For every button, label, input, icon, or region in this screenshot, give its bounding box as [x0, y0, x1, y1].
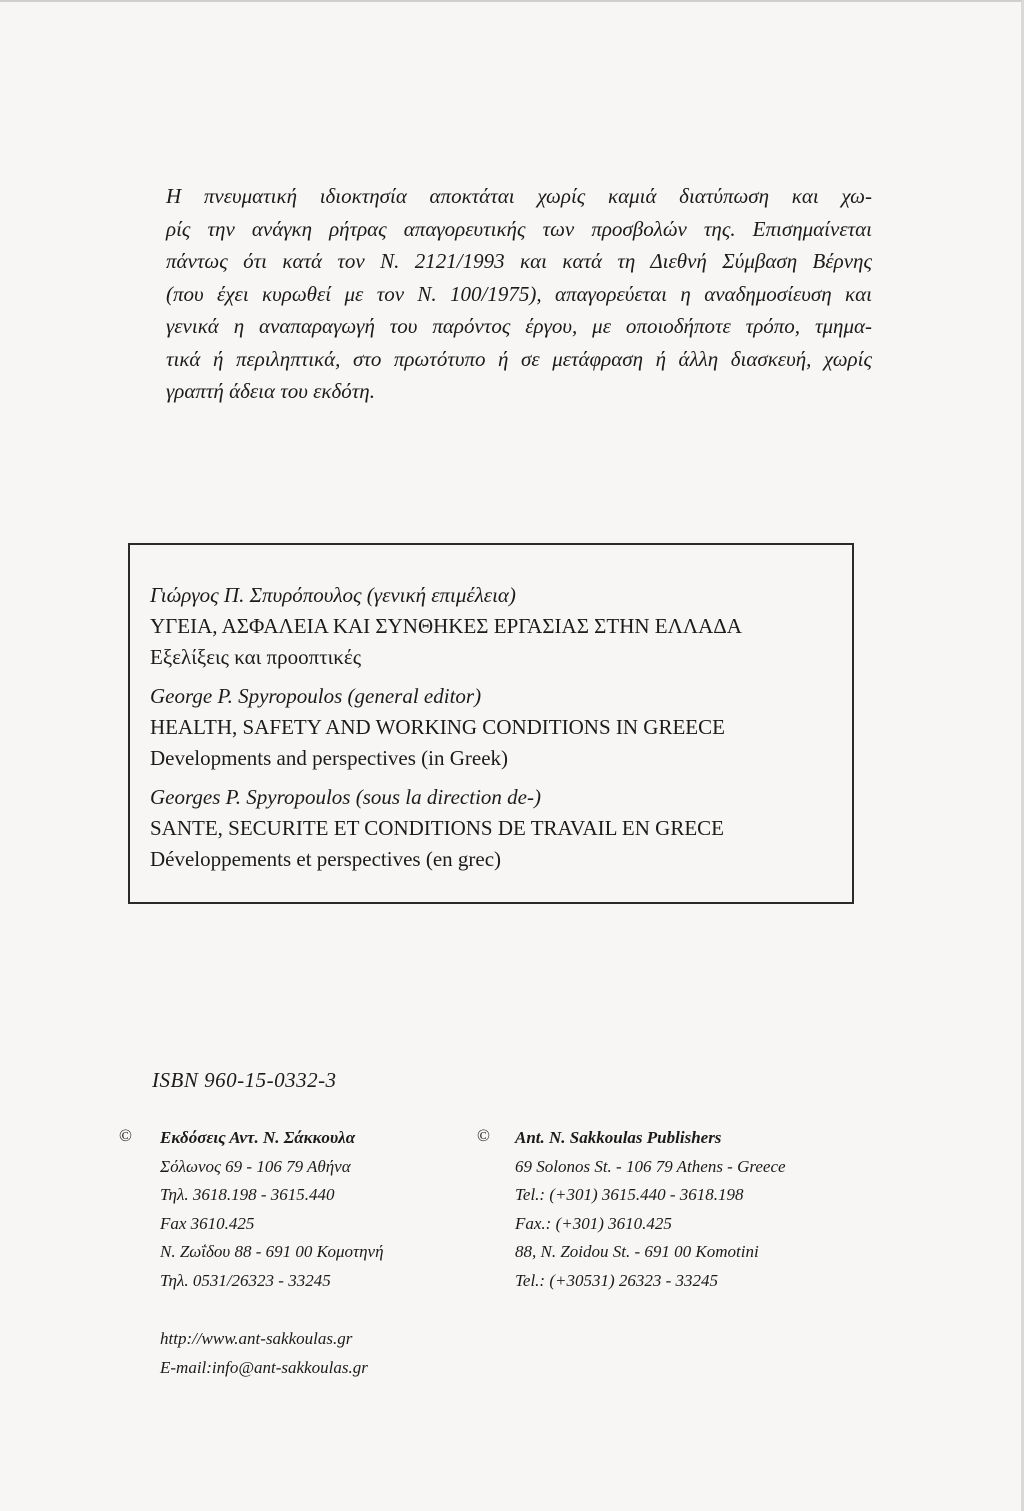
editor-name-french: Georges P. Spyropoulos (sous la direction de-) — [150, 785, 541, 809]
copyright-notice-line: ρίς την ανάγκη ρήτρας απαγορευτικής των προσβολών της. Επισημαίνεται — [166, 216, 872, 241]
title-group-greek — [150, 580, 742, 673]
book-subtitle-french: Développements et perspectives (en grec) — [150, 847, 502, 871]
publisher-fax-english: Fax.: (+301) 3610.425 — [515, 1213, 672, 1233]
publisher-phone2-english: Tel.: (+30531) 26323 - 33245 — [515, 1270, 719, 1290]
publisher-address-greek: Σόλωνος 69 - 106 79 Αθήνα — [160, 1156, 351, 1176]
page-top-edge — [0, 0, 1024, 2]
copyright-notice-line: Η πνευματική ιδιοκτησία αποκτάται χωρίς καμιά διατύπωση και χω- — [166, 184, 872, 208]
copyright-notice-line: τικά ή περιληπτικά, στο πρωτότυπο ή σε μετάφραση ή άλλη διασκευή, χωρίς — [166, 346, 872, 371]
copyright-notice-line: (που έχει κυρωθεί με τον Ν. 100/1975), απαγορεύεται η αναδημοσίευση και — [166, 281, 872, 306]
publisher-web-info — [160, 1324, 368, 1382]
publisher-phone2-greek: Τηλ. 0531/26323 - 33245 — [160, 1270, 331, 1290]
copyright-notice-line: γενικά η αναπαραγωγή του παρόντος έργου, με οποιοδήποτε τρόπο, τμημα- — [166, 314, 872, 338]
publisher-address-english: 69 Solonos St. - 106 79 Athens - Greece — [515, 1156, 786, 1176]
copyright-symbol-greek: © — [119, 1126, 132, 1145]
copyright-notice — [166, 180, 872, 408]
book-title-french: SANTE, SECURITE ET CONDITIONS DE TRAVAIL EN GRECE — [150, 816, 725, 840]
isbn: ISBN 960-15-0332-3 — [152, 1068, 337, 1092]
publisher-phone-greek: Τηλ. 3618.198 - 3615.440 — [160, 1185, 335, 1204]
website-url: http://www.ant-sakkoulas.gr — [160, 1329, 353, 1348]
publisher-info-greek — [160, 1124, 384, 1295]
copyright-notice-line: πάντως ότι κατά τον Ν. 2121/1993 και κατά τη Διεθνή Σύμβαση Βέρνης — [166, 249, 872, 273]
email-address: E-mail:info@ant-sakkoulas.gr — [160, 1358, 368, 1377]
publisher-address2-english: 88, N. Zoidou St. - 691 00 Komotini — [515, 1242, 759, 1261]
editor-name-greek: Γιώργος Π. Σπυρόπουλος (γενική επιμέλεια) — [150, 583, 516, 607]
publisher-name-greek: Εκδόσεις Αντ. Ν. Σάκκουλα — [160, 1128, 356, 1147]
title-group-french — [150, 782, 724, 875]
editor-name-english: George P. Spyropoulos (general editor) — [150, 684, 482, 708]
publisher-phone-english: Tel.: (+301) 3615.440 - 3618.198 — [515, 1185, 744, 1204]
book-subtitle-greek: Εξελίξεις και προοπτικές — [150, 645, 362, 669]
publisher-fax-greek: Fax 3610.425 — [160, 1213, 255, 1233]
publisher-info-english — [515, 1124, 786, 1295]
book-title-english: HEALTH, SAFETY AND WORKING CONDITIONS IN GREECE — [150, 715, 725, 739]
publisher-name-english: Ant. N. Sakkoulas Publishers — [515, 1128, 722, 1147]
copyright-notice-line: γραπτή άδεια του εκδότη. — [166, 379, 375, 403]
title-group-english — [150, 681, 725, 774]
copyright-symbol-english: © — [477, 1126, 490, 1145]
book-subtitle-english: Developments and perspectives (in Greek) — [150, 746, 509, 770]
book-title-greek: ΥΓΕΙΑ, ΑΣΦΑΛΕΙΑ ΚΑΙ ΣΥΝΘΗΚΕΣ ΕΡΓΑΣΙΑΣ ΣΤΗΝ ΕΛΛΑΔΑ — [150, 614, 742, 638]
publisher-address2-greek: Ν. Ζωΐδου 88 - 691 00 Κομοτηνή — [160, 1242, 384, 1261]
